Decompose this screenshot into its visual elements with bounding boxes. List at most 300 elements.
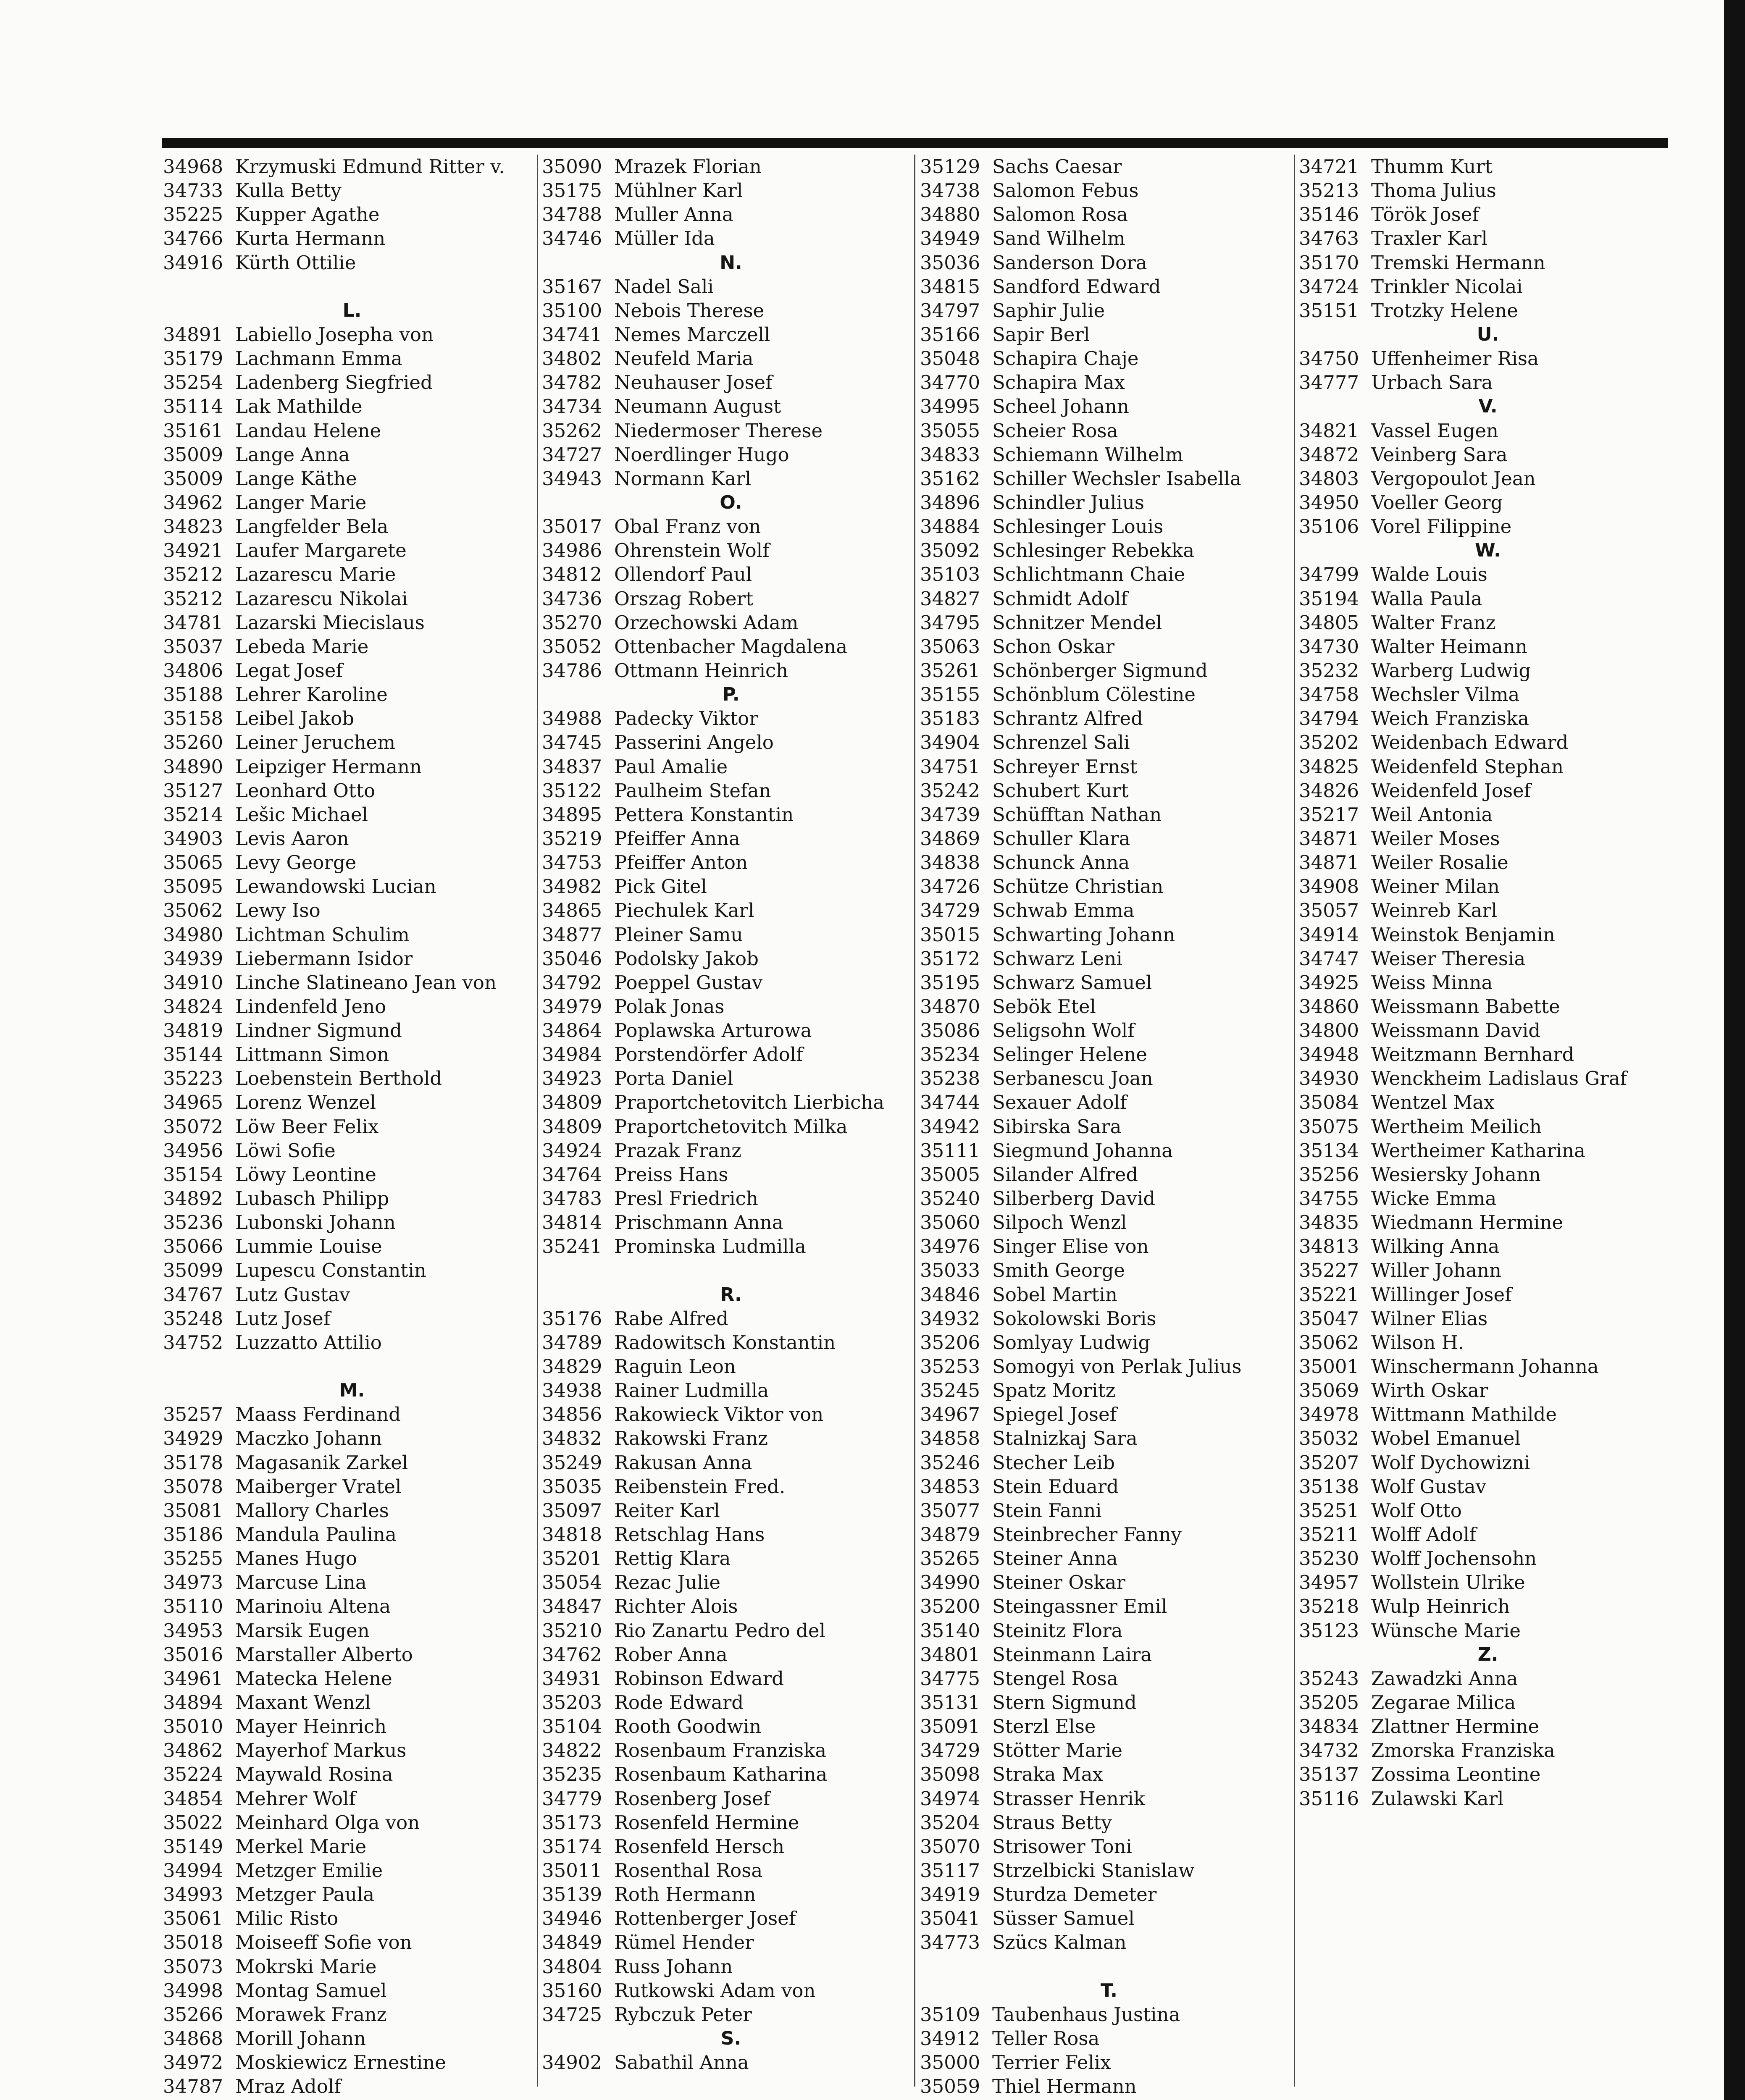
entry-name: Neumann August <box>614 395 781 418</box>
entry-number: 35032 <box>1299 1427 1359 1450</box>
list-entry <box>163 562 541 586</box>
entry-number: 34763 <box>1299 227 1359 250</box>
list-entry <box>1299 514 1677 538</box>
section-spacer <box>542 1258 920 1282</box>
list-entry <box>920 1714 1298 1738</box>
entry-number: 34872 <box>1299 443 1359 466</box>
list-entry <box>920 1930 1298 1954</box>
list-entry <box>542 562 920 586</box>
entry-number: 35242 <box>920 779 980 802</box>
list-entry <box>542 1906 920 1930</box>
list-entry <box>542 1331 920 1354</box>
entry-number: 34782 <box>542 371 602 394</box>
entry-number: 35139 <box>542 1883 602 1906</box>
entry-number: 34764 <box>542 1163 602 1186</box>
entry-name: Wicke Emma <box>1371 1187 1497 1210</box>
entry-name: Rosenthal Rosa <box>614 1859 763 1882</box>
list-entry <box>1299 1762 1677 1786</box>
entry-name: Poplawska Arturowa <box>614 1019 812 1042</box>
entry-name: Lichtman Schulim <box>235 923 410 946</box>
entry-number: 34910 <box>163 971 223 994</box>
name-list-column-3 <box>920 155 1298 2098</box>
entry-name: Wünsche Marie <box>1371 1619 1521 1642</box>
list-entry <box>920 419 1298 443</box>
entry-name: Wolf Otto <box>1371 1499 1462 1522</box>
list-entry <box>1299 1018 1677 1042</box>
entry-name: Walde Louis <box>1371 563 1487 586</box>
entry-name: Mühlner Karl <box>614 179 743 202</box>
entry-number: 35033 <box>920 1259 980 1282</box>
entry-name: Maxant Wenzl <box>235 1691 371 1714</box>
entry-number: 34868 <box>163 2027 223 2050</box>
entry-number: 35065 <box>163 851 223 874</box>
entry-name: Müller Ida <box>614 227 715 250</box>
entry-number: 34755 <box>1299 1187 1359 1210</box>
list-entry <box>542 1451 920 1475</box>
entry-number: 34752 <box>163 1331 223 1354</box>
list-entry <box>1299 1354 1677 1378</box>
list-entry <box>920 923 1298 947</box>
entry-name: Schwarz Leni <box>992 947 1122 970</box>
entry-name: Trotzky Helene <box>1371 299 1518 322</box>
entry-name: Lazarescu Marie <box>235 563 396 586</box>
list-entry <box>163 155 541 178</box>
list-entry <box>542 299 920 323</box>
entry-name: Russ Johann <box>614 1955 733 1978</box>
entry-name: Steiner Anna <box>992 1547 1118 1570</box>
entry-name: Voeller Georg <box>1371 491 1503 514</box>
entry-number: 35086 <box>920 1019 980 1042</box>
entry-name: Marsik Eugen <box>235 1619 370 1642</box>
entry-number: 34938 <box>542 1379 602 1402</box>
list-entry <box>1299 370 1677 394</box>
list-entry <box>542 1475 920 1499</box>
entry-name: Teller Rosa <box>992 2027 1100 2050</box>
list-entry <box>920 1835 1298 1858</box>
entry-name: Marstaller Alberto <box>235 1643 413 1666</box>
entry-number: 34854 <box>163 1787 223 1810</box>
list-entry <box>542 779 920 803</box>
list-entry <box>542 1042 920 1066</box>
name-list-column-1 <box>163 155 541 2098</box>
list-entry <box>1299 1787 1677 1811</box>
list-entry <box>920 850 1298 874</box>
entry-number: 35117 <box>920 1859 980 1882</box>
entry-name: Marinoiu Altena <box>235 1595 391 1618</box>
entry-number: 35236 <box>163 1211 223 1234</box>
entry-number: 35218 <box>1299 1595 1359 1618</box>
entry-number: 34832 <box>542 1427 602 1450</box>
entry-number: 35204 <box>920 1811 980 1834</box>
section-letter-heading: L. <box>342 299 362 321</box>
entry-name: Lubasch Philipp <box>235 1187 389 1210</box>
entry-name: Rybczuk Peter <box>614 2003 752 2026</box>
entry-number: 34949 <box>920 227 980 250</box>
list-entry <box>542 1115 920 1139</box>
list-entry <box>920 1522 1298 1546</box>
list-entry <box>920 491 1298 514</box>
list-entry <box>542 1018 920 1042</box>
list-entry <box>920 1283 1298 1307</box>
entry-number: 34956 <box>163 1139 223 1162</box>
entry-number: 35158 <box>163 707 223 730</box>
list-entry <box>1299 275 1677 299</box>
entry-name: Vassel Eugen <box>1371 419 1498 442</box>
list-entry <box>542 1354 920 1378</box>
list-entry <box>920 779 1298 803</box>
list-entry <box>920 659 1298 682</box>
entry-name: Löwi Sofie <box>235 1139 336 1162</box>
entry-name: Meinhard Olga von <box>235 1811 420 1834</box>
list-entry <box>542 971 920 995</box>
entry-name: Lindner Sigmund <box>235 1019 402 1042</box>
entry-number: 34822 <box>542 1739 602 1762</box>
entry-name: Neuhauser Josef <box>614 371 773 394</box>
entry-number: 35151 <box>1299 299 1359 322</box>
entry-number: 34787 <box>163 2075 223 2098</box>
entry-name: Wentzel Max <box>1371 1091 1495 1114</box>
entry-name: Lehrer Karoline <box>235 683 388 706</box>
entry-number: 34968 <box>163 155 223 178</box>
entry-name: Marcuse Lina <box>235 1571 367 1594</box>
entry-name: Leonhard Otto <box>235 779 376 802</box>
list-entry <box>542 467 920 491</box>
list-entry <box>163 1115 541 1139</box>
entry-number: 35202 <box>1299 731 1359 754</box>
list-entry <box>163 1186 541 1210</box>
entry-number: 34853 <box>920 1475 980 1498</box>
list-entry <box>163 923 541 947</box>
entry-name: Kupper Agathe <box>235 203 380 226</box>
list-entry <box>1299 419 1677 443</box>
entry-number: 34725 <box>542 2003 602 2026</box>
entry-name: Schunck Anna <box>992 851 1130 874</box>
entry-name: Levis Aaron <box>235 827 349 850</box>
entry-number: 35249 <box>542 1451 602 1474</box>
entry-number: 34829 <box>542 1355 602 1378</box>
list-entry <box>1299 1619 1677 1643</box>
list-entry <box>163 443 541 467</box>
entry-name: Serbanescu Joan <box>992 1067 1153 1090</box>
list-entry <box>1299 1475 1677 1499</box>
list-entry <box>542 1307 920 1331</box>
entry-name: Schütze Christian <box>992 875 1164 898</box>
entry-number: 34766 <box>163 227 223 250</box>
list-entry <box>920 635 1298 659</box>
entry-name: Kurta Hermann <box>235 227 386 250</box>
entry-number: 35253 <box>920 1355 980 1378</box>
entry-number: 35015 <box>920 923 980 946</box>
entry-number: 35256 <box>1299 1163 1359 1186</box>
list-entry <box>920 1090 1298 1114</box>
entry-name: Weitzmann Bernhard <box>1371 1043 1574 1066</box>
list-entry <box>163 1690 541 1714</box>
entry-name: Wechsler Vilma <box>1371 683 1520 706</box>
list-entry <box>542 1186 920 1210</box>
entry-number: 34788 <box>542 203 602 226</box>
list-entry <box>1299 226 1677 250</box>
entry-name: Schönblum Cölestine <box>992 683 1196 706</box>
list-entry <box>920 467 1298 491</box>
entry-name: Laufer Margarete <box>235 539 407 562</box>
entry-number: 34990 <box>920 1571 980 1594</box>
list-entry <box>163 1714 541 1738</box>
list-entry <box>163 755 541 779</box>
list-entry <box>1299 1402 1677 1426</box>
entry-name: Stein Fanni <box>992 1499 1102 1522</box>
list-entry <box>542 1955 920 1979</box>
entry-name: Rutkowski Adam von <box>614 1979 816 2002</box>
entry-number: 35104 <box>542 1715 602 1738</box>
list-entry <box>163 1475 541 1499</box>
list-entry <box>542 1546 920 1570</box>
entry-number: 35062 <box>1299 1331 1359 1354</box>
entry-name: Maass Ferdinand <box>235 1403 401 1426</box>
entry-number: 34777 <box>1299 371 1359 394</box>
entry-name: Spiegel Josef <box>992 1403 1117 1426</box>
section-spacer <box>163 275 541 299</box>
list-entry <box>542 635 920 659</box>
list-entry <box>920 1234 1298 1258</box>
entry-number: 35138 <box>1299 1475 1359 1498</box>
entry-name: Steiner Oskar <box>992 1571 1125 1594</box>
entry-number: 34869 <box>920 827 980 850</box>
list-entry <box>920 1042 1298 1066</box>
list-entry <box>542 1378 920 1402</box>
list-entry <box>163 1139 541 1163</box>
list-entry <box>1299 730 1677 754</box>
entry-name: Paul Amalie <box>614 755 728 778</box>
entry-name: Orszag Robert <box>614 587 754 610</box>
list-entry <box>1299 971 1677 995</box>
entry-name: Lazarescu Nikolai <box>235 587 408 610</box>
entry-number: 35140 <box>920 1619 980 1642</box>
entry-name: Willinger Josef <box>1371 1283 1512 1306</box>
entry-number: 34746 <box>542 227 602 250</box>
entry-number: 35048 <box>920 347 980 370</box>
entry-number: 35240 <box>920 1187 980 1210</box>
entry-number: 35111 <box>920 1139 980 1162</box>
entry-name: Wilner Elias <box>1371 1307 1488 1330</box>
entry-name: Roth Hermann <box>614 1883 756 1906</box>
entry-name: Wittmann Mathilde <box>1371 1403 1557 1426</box>
entry-name: Manes Hugo <box>235 1547 357 1570</box>
section-letter-heading: R. <box>720 1284 742 1305</box>
list-entry <box>1299 1186 1677 1210</box>
entry-number: 35011 <box>542 1859 602 1882</box>
list-entry <box>542 1090 920 1114</box>
list-entry <box>1299 827 1677 850</box>
entry-number: 35194 <box>1299 587 1359 610</box>
entry-number: 34837 <box>542 755 602 778</box>
entry-number: 35127 <box>163 779 223 802</box>
entry-name: Seligsohn Wolf <box>992 1019 1135 1042</box>
entry-number: 35129 <box>920 155 980 178</box>
entry-number: 34903 <box>163 827 223 850</box>
entry-number: 34962 <box>163 491 223 514</box>
entry-name: Stalnizkaj Sara <box>992 1427 1138 1450</box>
entry-number: 35230 <box>1299 1547 1359 1570</box>
entry-name: Mrazek Florian <box>614 155 762 178</box>
entry-number: 35186 <box>163 1523 223 1546</box>
list-entry <box>163 1955 541 1979</box>
entry-number: 35110 <box>163 1595 223 1618</box>
entry-number: 35166 <box>920 323 980 346</box>
entry-name: Steinbrecher Fanny <box>992 1523 1182 1546</box>
entry-number: 34871 <box>1299 851 1359 874</box>
list-entry <box>163 346 541 370</box>
entry-number: 35214 <box>163 803 223 826</box>
entry-number: 35144 <box>163 1043 223 1066</box>
entry-number: 34931 <box>542 1667 602 1690</box>
list-entry <box>920 562 1298 586</box>
entry-number: 34835 <box>1299 1211 1359 1234</box>
entry-name: Weiser Theresia <box>1371 947 1526 970</box>
entry-name: Sexauer Adolf <box>992 1091 1127 1114</box>
list-entry <box>542 202 920 226</box>
list-entry <box>542 1522 920 1546</box>
entry-number: 34877 <box>542 923 602 946</box>
list-entry <box>920 323 1298 346</box>
entry-name: Pick Gitel <box>614 875 707 898</box>
entry-name: Richter Alois <box>614 1595 738 1618</box>
list-entry <box>920 971 1298 995</box>
list-entry <box>163 1307 541 1331</box>
entry-name: Schiemann Wilhelm <box>992 443 1183 466</box>
entry-name: Lachmann Emma <box>235 347 402 370</box>
entry-number: 35211 <box>1299 1523 1359 1546</box>
entry-name: Prischmann Anna <box>614 1211 783 1234</box>
list-entry <box>163 1234 541 1258</box>
entry-number: 34797 <box>920 299 980 322</box>
list-entry <box>920 1858 1298 1882</box>
list-entry <box>163 1426 541 1450</box>
entry-number: 35212 <box>163 563 223 586</box>
entry-name: Mallory Charles <box>235 1499 389 1522</box>
entry-name: Wirth Oskar <box>1371 1379 1488 1402</box>
entry-name: Sandford Edward <box>992 275 1161 298</box>
entry-name: Schreyer Ernst <box>992 755 1138 778</box>
entry-number: 35210 <box>542 1619 602 1642</box>
list-entry <box>920 1667 1298 1690</box>
list-entry <box>542 587 920 611</box>
list-entry <box>920 1475 1298 1499</box>
list-entry <box>163 730 541 754</box>
section-letter-heading: S. <box>720 2027 741 2049</box>
entry-name: Robinson Edward <box>614 1667 784 1690</box>
entry-name: Rosenbaum Franziska <box>614 1739 827 1762</box>
list-entry <box>1299 443 1677 467</box>
list-entry <box>163 995 541 1018</box>
entry-name: Siegmund Johanna <box>992 1139 1173 1162</box>
entry-number: 35098 <box>920 1763 980 1786</box>
list-entry <box>1299 1090 1677 1114</box>
entry-number: 35183 <box>920 707 980 730</box>
entry-name: Scheier Rosa <box>992 419 1118 442</box>
entry-name: Saphir Julie <box>992 299 1105 322</box>
entry-name: Obal Franz von <box>614 515 761 538</box>
entry-number: 34871 <box>1299 827 1359 850</box>
entry-number: 35092 <box>920 539 980 562</box>
list-entry <box>163 1042 541 1066</box>
list-entry <box>163 682 541 706</box>
entry-number: 34916 <box>163 251 223 274</box>
entry-name: Merkel Marie <box>235 1835 367 1858</box>
entry-number: 34739 <box>920 803 980 826</box>
entry-number: 35134 <box>1299 1139 1359 1162</box>
entry-number: 35227 <box>1299 1259 1359 1282</box>
entry-number: 34801 <box>920 1643 980 1666</box>
entry-number: 34833 <box>920 443 980 466</box>
entry-name: Leipziger Hermann <box>235 755 422 778</box>
entry-number: 34978 <box>1299 1403 1359 1426</box>
list-entry <box>542 1762 920 1786</box>
entry-number: 34862 <box>163 1739 223 1762</box>
entry-number: 35095 <box>163 875 223 898</box>
list-entry <box>542 874 920 898</box>
entry-name: Selinger Helene <box>992 1043 1147 1066</box>
list-entry <box>1299 1499 1677 1522</box>
entry-name: Leibel Jakob <box>235 707 355 730</box>
list-entry <box>163 2050 541 2074</box>
list-entry <box>920 514 1298 538</box>
entry-name: Smith George <box>992 1259 1125 1282</box>
list-entry <box>920 2050 1298 2074</box>
entry-number: 35103 <box>920 563 980 586</box>
entry-number: 34726 <box>920 875 980 898</box>
entry-name: Rakowski Franz <box>614 1427 768 1450</box>
list-entry <box>163 1258 541 1282</box>
list-entry <box>163 467 541 491</box>
entry-number: 35036 <box>920 251 980 274</box>
list-entry <box>542 1738 920 1762</box>
list-entry <box>163 1451 541 1475</box>
list-entry <box>542 730 920 754</box>
list-entry <box>542 1163 920 1186</box>
list-entry <box>163 226 541 250</box>
entry-name: Wertheimer Katharina <box>1371 1139 1585 1162</box>
list-entry <box>920 1499 1298 1522</box>
list-entry <box>163 419 541 443</box>
list-entry <box>1299 1546 1677 1570</box>
entry-number: 35176 <box>542 1307 602 1330</box>
entry-name: Montag Samuel <box>235 1979 387 2002</box>
entry-number: 35016 <box>163 1643 223 1666</box>
list-entry <box>1299 611 1677 635</box>
entry-name: Schapira Max <box>992 371 1125 394</box>
entry-name: Lorenz Wenzel <box>235 1091 376 1114</box>
entry-name: Stecher Leib <box>992 1451 1115 1474</box>
entry-name: Levy George <box>235 851 357 874</box>
entry-name: Steingassner Emil <box>992 1595 1167 1618</box>
entry-name: Willer Johann <box>1371 1259 1501 1282</box>
list-entry <box>1299 1690 1677 1714</box>
entry-name: Sebök Etel <box>992 995 1096 1018</box>
list-entry <box>163 1163 541 1186</box>
entry-name: Wollstein Ulrike <box>1371 1571 1525 1594</box>
entry-number: 34809 <box>542 1115 602 1138</box>
entry-number: 34779 <box>542 1787 602 1810</box>
entry-number: 34864 <box>542 1019 602 1042</box>
entry-number: 35195 <box>920 971 980 994</box>
list-entry <box>920 898 1298 922</box>
list-entry <box>542 394 920 418</box>
entry-name: Sabathil Anna <box>614 2051 749 2074</box>
entry-name: Rakusan Anna <box>614 1451 752 1474</box>
entry-number: 35091 <box>920 1715 980 1738</box>
entry-number: 35225 <box>163 203 223 226</box>
entry-name: Porta Daniel <box>614 1067 733 1090</box>
